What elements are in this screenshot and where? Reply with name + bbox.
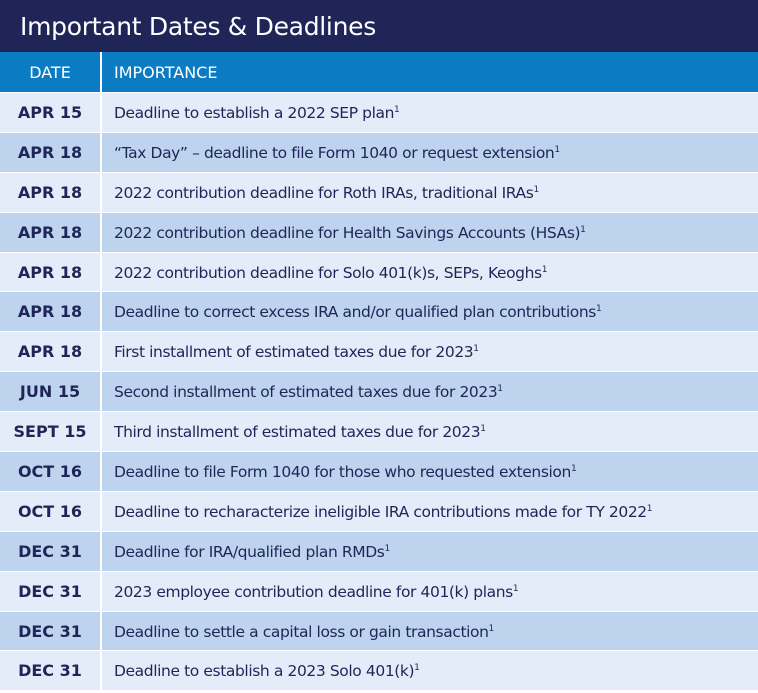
importance-text: 2022 contribution deadline for Roth IRAs, traditional IRAs [114, 183, 534, 202]
table-row [0, 332, 758, 372]
table-row [0, 572, 758, 612]
table-title: Important Dates & Deadlines [0, 0, 758, 52]
date-cell: DEC 31 [0, 572, 102, 611]
table-row [0, 452, 758, 492]
importance-text: Deadline to correct excess IRA and/or qualified plan contributions [114, 303, 596, 322]
footnote-marker: 1 [473, 344, 479, 355]
date-cell: APR 15 [0, 93, 102, 132]
column-header-importance: IMPORTANCE [114, 63, 218, 82]
importance-text: Deadline for IRA/qualified plan RMDs [114, 542, 385, 561]
importance-cell [102, 213, 585, 252]
table-body [0, 93, 758, 691]
footnote-marker: 1 [480, 424, 486, 435]
importance-cell [102, 93, 399, 132]
footnote-marker: 1 [414, 663, 420, 674]
date-cell: DEC 31 [0, 612, 102, 651]
footnote-marker: 1 [512, 583, 519, 594]
importance-cell [102, 292, 601, 331]
date-cell: OCT 16 [0, 452, 102, 491]
importance-cell [102, 253, 547, 292]
importance-cell [102, 452, 576, 491]
footnote-marker: 1 [384, 543, 390, 554]
date-cell: APR 18 [0, 253, 102, 292]
date-cell: APR 18 [0, 173, 102, 212]
importance-text: 2023 employee contribution deadline for 401(k) plans [114, 582, 513, 601]
table-row [0, 612, 758, 652]
table-row [0, 651, 758, 691]
date-cell: APR 18 [0, 332, 102, 371]
importance-text: Deadline to establish a 2023 Solo 401(k) [114, 662, 415, 681]
date-cell: APR 18 [0, 213, 102, 252]
footnote-marker: 1 [541, 264, 548, 275]
table-row [0, 292, 758, 332]
importance-text: First installment of estimated taxes due for 2023 [114, 343, 474, 362]
importance-text: Deadline to settle a capital loss or gain transaction [114, 622, 489, 641]
importance-text: “Tax Day” – deadline to file Form 1040 or request extension [114, 143, 555, 162]
importance-text: Deadline to recharacterize ineligible IRA contributions made for TY 2022 [114, 502, 647, 521]
table-row [0, 492, 758, 532]
importance-cell [102, 133, 560, 172]
importance-text: 2022 contribution deadline for Solo 401(k)s, SEPs, Keoghs [114, 263, 542, 282]
importance-cell [102, 173, 539, 212]
footnote-marker: 1 [646, 503, 653, 514]
importance-cell [102, 612, 494, 651]
importance-cell [102, 372, 503, 411]
importance-cell [102, 532, 390, 571]
table-row [0, 412, 758, 452]
importance-text: Second installment of estimated taxes due for 2023 [114, 383, 498, 402]
table-row [0, 173, 758, 213]
date-cell: APR 18 [0, 292, 102, 331]
date-cell: JUN 15 [0, 372, 102, 411]
importance-cell [102, 651, 419, 690]
footnote-marker: 1 [488, 623, 494, 634]
importance-cell [102, 412, 486, 451]
footnote-marker: 1 [394, 105, 400, 115]
footnote-marker: 1 [570, 464, 577, 475]
table-row [0, 133, 758, 173]
importance-text: Third installment of estimated taxes due for 2023 [114, 423, 481, 442]
date-cell: DEC 31 [0, 532, 102, 571]
date-cell: APR 18 [0, 133, 102, 172]
importance-text: Deadline to establish a 2022 SEP plan [114, 104, 395, 122]
date-cell: OCT 16 [0, 492, 102, 531]
footnote-marker: 1 [533, 184, 539, 195]
importance-cell [102, 332, 479, 371]
footnote-marker: 1 [595, 304, 602, 315]
table-header [0, 52, 758, 93]
table-row [0, 93, 758, 133]
importance-text: 2022 contribution deadline for Health Savings Accounts (HSAs) [114, 223, 581, 242]
date-cell: DEC 31 [0, 651, 102, 690]
table-row [0, 532, 758, 572]
importance-cell [102, 572, 518, 611]
table-row [0, 372, 758, 412]
table-row [0, 253, 758, 293]
footnote-marker: 1 [497, 384, 503, 395]
column-header-date: DATE [0, 52, 102, 92]
table-row [0, 213, 758, 253]
importance-cell [102, 492, 652, 531]
date-cell: SEPT 15 [0, 412, 102, 451]
footnote-marker: 1 [580, 224, 586, 235]
importance-text: Deadline to file Form 1040 for those who requested extension [114, 463, 571, 482]
footnote-marker: 1 [554, 144, 560, 155]
